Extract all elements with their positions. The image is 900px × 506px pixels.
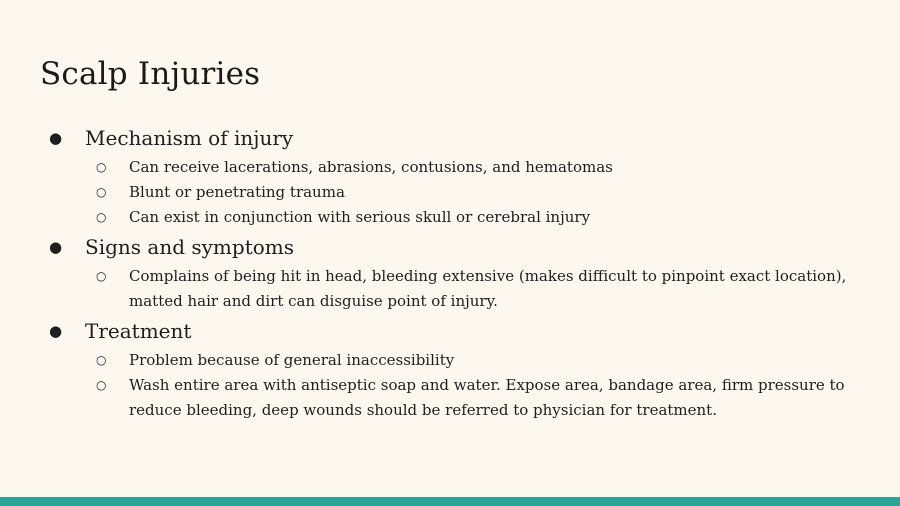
sub-bullet-icon: ○: [96, 210, 107, 224]
section-heading-text: Mechanism of injury: [85, 126, 294, 150]
sub-bullet-text: Problem because of general inaccessibility: [129, 351, 455, 369]
section-heading-text: Treatment: [85, 319, 192, 343]
slide-content: [0, 121, 900, 423]
sub-bullet-text: Complains of being hit in head, bleeding extensive (makes difficult to pinpoint exact location), matted hair and dirt can disguise point of injury.: [129, 267, 847, 310]
sub-bullet-icon: ○: [96, 269, 107, 283]
sub-bullet-item: [0, 180, 900, 205]
sub-bullet-icon: ○: [96, 378, 107, 392]
sub-bullet-item: [0, 155, 900, 180]
sub-bullet-text: Can exist in conjunction with serious skull or cerebral injury: [129, 208, 591, 226]
slide-title: Scalp Injuries: [40, 56, 261, 92]
bottom-accent-bar: [0, 497, 900, 506]
bullet-icon: ●: [49, 238, 63, 256]
sub-bullet-text: Can receive lacerations, abrasions, contusions, and hematomas: [129, 158, 613, 176]
sub-bullet-item: [0, 205, 900, 230]
sub-bullet-text: Blunt or penetrating trauma: [129, 183, 345, 201]
sub-bullet-icon: ○: [96, 185, 107, 199]
bullet-icon: ●: [49, 129, 63, 147]
bullet-icon: ●: [49, 322, 63, 340]
sub-bullet-item: [0, 373, 900, 423]
sub-bullet-icon: ○: [96, 160, 107, 174]
section-heading: [0, 314, 900, 348]
sub-bullet-item: [0, 348, 900, 373]
sub-bullet-text: Wash entire area with antiseptic soap and water. Expose area, bandage area, firm pressure to reduce bleeding, deep wounds should be referred to physician for treatment.: [129, 376, 845, 419]
sub-bullet-icon: ○: [96, 353, 107, 367]
section-heading: [0, 230, 900, 264]
section-heading-text: Signs and symptoms: [85, 235, 295, 259]
section-heading: [0, 121, 900, 155]
sub-bullet-item: [0, 264, 900, 314]
